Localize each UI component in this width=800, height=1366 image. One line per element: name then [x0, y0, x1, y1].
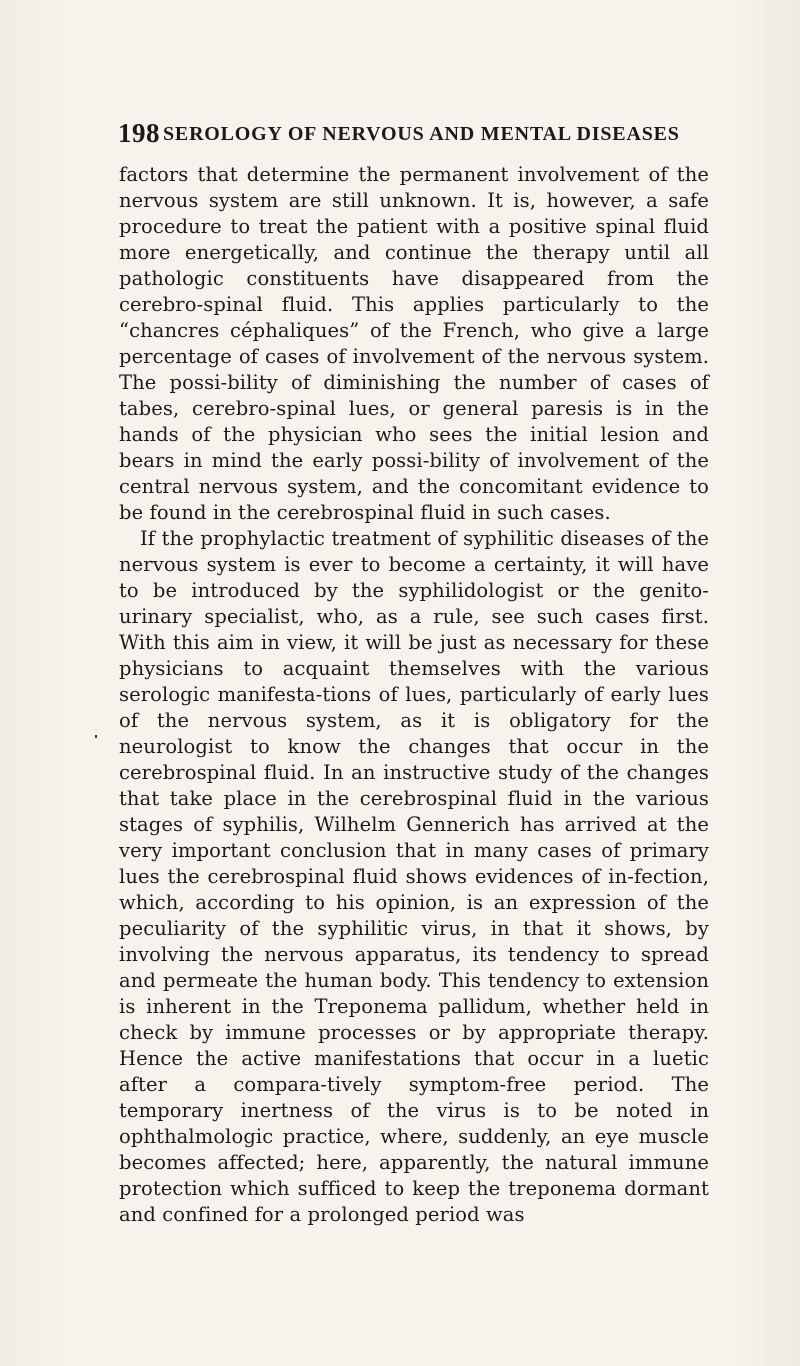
running-head	[118, 118, 718, 148]
page-number: 198	[118, 118, 160, 148]
paragraph-prophylactic-treatment: If the prophylactic treatment of syphilitic diseases of the nervous system is ever to become a certainty, it will have to be introduced by the syphilidologist or the genito-urinary specialist, who, as a rule, see such cases first. With this aim in view, it will be just as necessary for these physicians to acquaint themselves with the various serologic manifesta-tions of lues, particularly of early lues of the nervous system, as it is obligatory for the neurologist to know the changes that occur in the cerebrospinal fluid. In an instructive study of the changes that take place in the cerebrospinal fluid in the various stages of syphilis, Wilhelm Gennerich has arrived at the very important conclusion that in many cases of primary lues the cerebrospinal fluid shows evidences of in-fection, which, according to his opinion, is an expression of the peculiarity of the syphilitic virus, in that it shows, by involving the nervous apparatus, its tendency to spread and permeate the human body. This tendency to extension is inherent in the Treponema pallidum, whether held in check by immune processes or by appropriate therapy. Hence the active manifestations that occur in a luetic after a compara-tively symptom-free period. The temporary inertness of the virus is to be noted in ophthalmologic practice, where, suddenly, an eye muscle becomes affected; here, apparently, the natural immune protection which sufficed to keep the treponema dormant and confined for a prolonged period was	[119, 527, 709, 1226]
margin-mark	[95, 735, 97, 738]
paragraph-continuation: factors that determine the permanent involvement of the nervous system are still unknown. It is, however, a safe procedure to treat the patient with a positive spinal fluid more energetically, and continue the therapy until all pathologic constituents have disappeared from the cerebro-spinal fluid. This applies particularly to the “chancres céphaliques” of the French, who give a large percentage of cases of involvement of the nervous system. The possi-bility of diminishing the number of cases of tabes, cerebro-spinal lues, or general paresis is in the hands of the physician who sees the initial lesion and bears in mind the early possi-bility of involvement of the central nervous system, and the concomitant evidence to be found in the cerebrospinal fluid in such cases.	[119, 163, 709, 524]
body-text	[119, 162, 709, 1228]
running-title: SEROLOGY OF NERVOUS AND MENTAL DISEASES	[163, 123, 680, 145]
